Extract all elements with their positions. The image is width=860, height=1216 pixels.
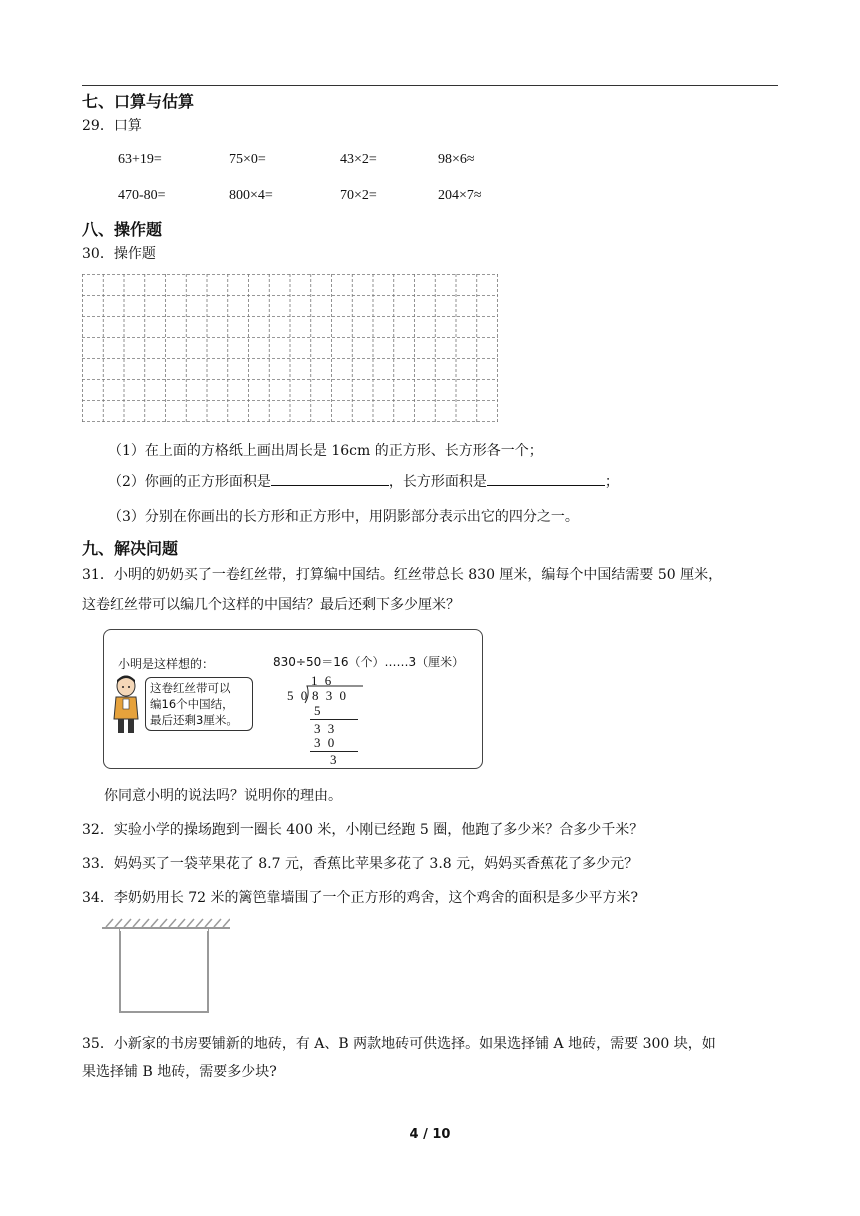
calc-63-19: 63+19= (118, 152, 162, 167)
bubble-line-3: 最后还剩3厘米。 (150, 713, 238, 727)
question-31-line2: 这卷红丝带可以编几个这样的中国结？最后还剩下多少厘米？ (82, 597, 460, 613)
sub2-text-a: （2）你画的正方形面积是 (108, 474, 271, 490)
bubble-line-2: 编16个中国结， (150, 697, 234, 711)
long-division-dividend: 8 3 0 (312, 688, 348, 703)
calc-43-2: 43×2= (340, 152, 377, 167)
question-30-sub3: （3）分别在你画出的长方形和正方形中，用阴影部分表示出它的四分之一。 (108, 509, 579, 525)
long-division-step2: 3 3 (314, 721, 337, 736)
division-line-1 (310, 719, 358, 720)
question-30-sub2 (108, 471, 619, 491)
question-30-sub1: （1）在上面的方格纸上画出周长是 16cm 的正方形、长方形各一个； (108, 443, 543, 459)
chicken-coop-figure (102, 918, 230, 1016)
question-32: 32．实验小学的操场跑到一圈长 400 米，小刚已经跑 5 圈，他跑了多少米？合多少千米？ (82, 822, 644, 838)
long-division-step3: 3 0 (314, 735, 337, 750)
long-division-remainder: 3 (330, 752, 339, 767)
speech-bubble (145, 677, 253, 731)
question-31-line1: 31．小明的奶奶买了一卷红丝带，打算编中国结。红丝带总长 830 厘米，编每个中国结需要 50 厘米， (82, 567, 723, 583)
question-29-label: 29．口算 (82, 118, 142, 134)
long-division-step1: 5 (314, 703, 323, 718)
sub2-text-c: ； (604, 474, 619, 490)
long-division-divisor: 5 0 (287, 688, 310, 703)
page-number: 4 / 10 (409, 1127, 451, 1142)
question-35-line1: 35．小新家的书房要铺新的地砖，有 A、B 两款地砖可供选择。如果选择铺 A 地砖，需要 300 块，如 (82, 1036, 716, 1052)
grid-paper[interactable] (82, 274, 498, 422)
calc-75-0: 75×0= (229, 152, 266, 167)
long-division-quotient: 1 6 (311, 673, 334, 688)
header-rule (82, 85, 778, 86)
section-8-title: 八、操作题 (82, 220, 163, 239)
rectangle-area-blank[interactable] (487, 471, 605, 486)
bubble-line-1: 这卷红丝带可以 (150, 681, 231, 695)
section-7-title: 七、口算与估算 (82, 92, 195, 111)
calc-70-2: 70×2= (340, 188, 377, 203)
section-9-title: 九、解决问题 (82, 539, 179, 558)
sub2-text-b: ，长方形面积是 (388, 474, 487, 490)
calc-800-4: 800×4= (229, 188, 273, 203)
square-area-blank[interactable] (271, 471, 389, 486)
question-33: 33．妈妈买了一袋苹果花了 8.7 元，香蕉比苹果多花了 3.8 元，妈妈买香蕉花了多少元？ (82, 856, 639, 872)
question-31-follow: 你同意小明的说法吗？说明你的理由。 (104, 788, 342, 804)
boy-icon (108, 673, 144, 737)
calc-470-80: 470-80= (118, 188, 166, 203)
division-equation: 830÷50＝16（个）……3（厘米） (273, 655, 465, 669)
question-34: 34．李奶奶用长 72 米的篱笆靠墙围了一个正方形的鸡舍，这个鸡舍的面积是多少平方米? (82, 890, 639, 906)
question-30-label: 30．操作题 (82, 246, 156, 262)
calc-98-6: 98×6≈ (438, 152, 475, 167)
question-35-line2: 果选择铺 B 地砖，需要多少块? (82, 1064, 277, 1080)
calc-204-7: 204×7≈ (438, 188, 482, 203)
figure-label: 小明是这样想的： (118, 657, 215, 671)
